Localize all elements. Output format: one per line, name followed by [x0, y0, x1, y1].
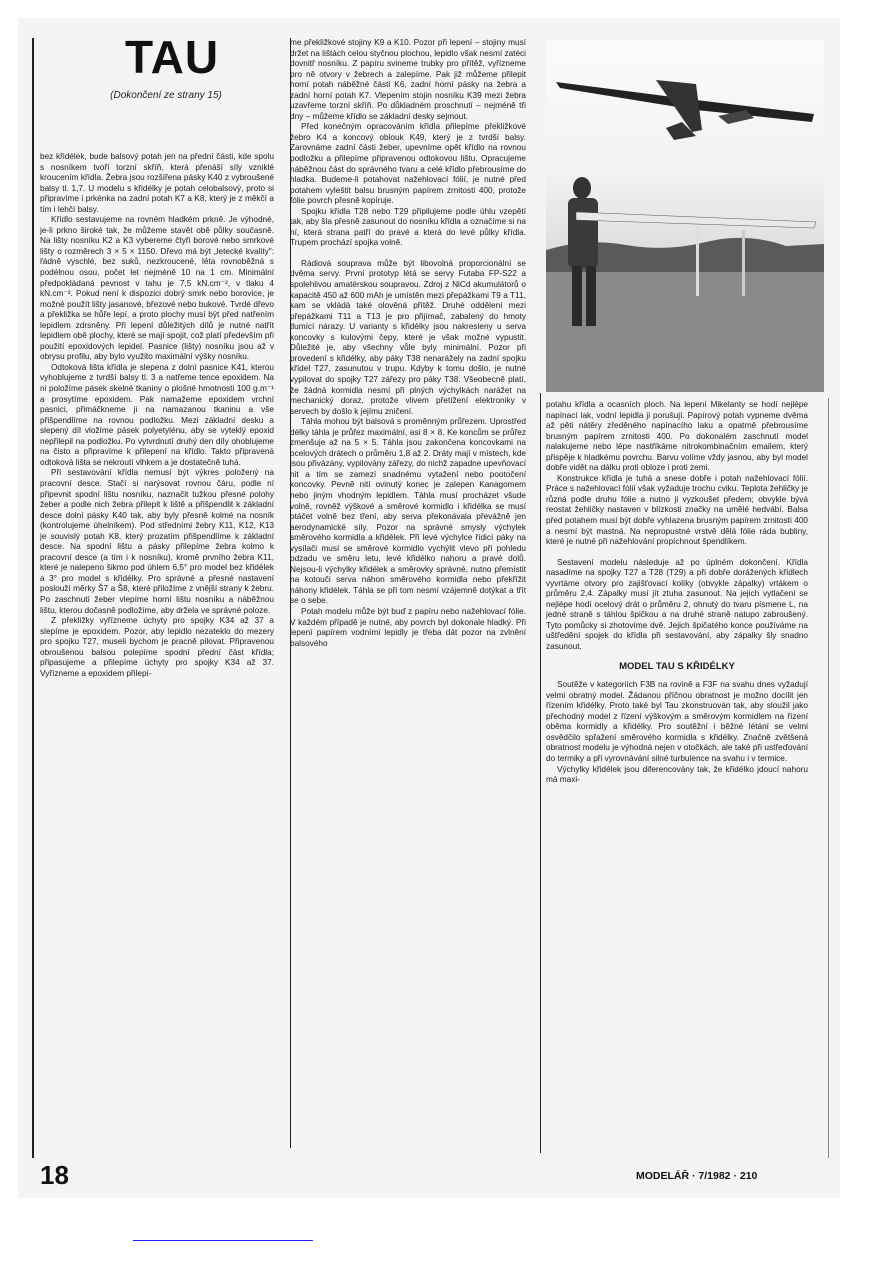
- paragraph: Při sestavování křídla nemusí být výkres položený na pracovní desce. Stačí si narýsovat rovnou čáru, podle ní připevnit spodní lištu nosníku, naznačit tužkou přesné polohy žeber a podle nich žebra přilepit k liště a přišpendlit k základní desce dolní pásky K40 tak, aby byly přesně kolmé na nosník (kontrolujeme úhelníkem). Pod středními žebry K11, K12, K13 je souvislý potah K8, který prozatím přišpendlíme k základní desce. Na spodní lištu a pásky přilepíme žebra kolmo k pracovní desce (a tím i k nosníku), kromě prvního žebra K11, které je nalepeno šikmo pod úhlem 6,5° pro model bez křidélek a 3° pro model s křidélky. Pro správné a přesné nastavení poslouží měrky Š7 a Š8, které přiložíme z vnější strany k žebru. Po zaschnutí žeber vlepíme horní lištu nosníku a náběžnou lištu, kterou dočasně podložíme, aby držela ve správné poloze.: [40, 468, 274, 615]
- paragraph: bez křidélek, bude balsový potah jen na přední části, kde spolu s nosníkem tvoří torzní skříň, která přenáší síly vzniklé kroucením křídla. Žebra jsou rozšířena pásky K40 z vybroušené balsy tl. 1,7. U modelu s křidélky je potah celobalsový, proto si připravíme i prkénka na zadní potah K7 a K8, který je z měkčí a tím i lehčí balsy.: [40, 152, 274, 214]
- paragraph: Sestavení modelu následuje až po úplném dokončení. Křídla nasadíme na spojky T27 a T28 (T29) a při dobře dorážených křídlech vyvrtáme otvory pro zajišťovací kolíky (obvykle zápalky) vrtákem o průměru 2,4. Zápalky musí jít ztuha zasunout. Na jejich vytlačení se nejlépe hodí ocelový drát o průměru 2, ohnutý do tvaru písmene L, na jedné straně s táhlou špičkou a na druhé straně natupo zabroušený. Tyto pomůcky si zhotovíme dvě. Jejich špičatého konce používáme na uštředění spojek do křídla při sestavování, aby zápalky šly snadno zasunout.: [546, 557, 808, 652]
- article-title: TAU: [124, 31, 220, 83]
- paragraph: Křídlo sestavujeme na rovném hladkém prkně. Je výhodné, je-li prkno široké tak, že můžeme stavět obě půlky současně. Na lišty nosníku K2 a K3 vybereme čtyři borové nebo smrkové lišty o rozměrech 3 × 5 × 1150. Dřevo má být „letecké kvality": řádně vyschlé, bez suků, nezkroucené, léta rovnoběžná s podélnou osou, počet let nejméně 10 na 1 cm. Minimální předpokládaná pevnost v tahu je 7,5 kN.cm⁻², v tlaku 4 kN.cm⁻². Pokud není k dispozici dobrý smrk nebo borovice, je možné použít lišty jasanové, březové nebo bukové. Tvrdé dřevo a překližka se hůře lepí, a proto plochy musí být před natřením lepidlem zdrsněny. Při lepení důležitých dílů je nutné natřít lepidlem obě plochy, které se mají spojit, což platí především při použití epoxidových lepidel. Pasnice (lišty) nosníku jsou až v obrysu profilu, aby bylo využito maximální výšky nosníku.: [40, 215, 274, 362]
- blue-link-underline: [133, 1240, 313, 1241]
- text-column-1: [40, 152, 274, 1130]
- paragraph: Odtoková lišta křídla je slepena z dolní pasnice K41, kterou vyhoblujeme z tvrdší balsy tl. 3 a natřeme tence epoxidem. Na ni položíme pásek skelné tkaniny o plošné hmotnosti 100 g.m⁻¹ a prosytíme epoxidem. Pak namažeme epoxidem vrchní pasnici, přimáčkneme ji na namazanou tkaninu a vše přišpendlíme na rovnou podložku. Mezi základní desku a slepený díl vložíme pásek polyetylénu, aby se vyteklý epoxid nepřilepil na podložku. Po vytvrdnutí druhý den díly ohoblujeme na čisto a připravíme k přilepení na křídlo. Takto připravená odtoková lišta se nekroutí vlhkem a je dostatečně tuhá.: [40, 362, 274, 467]
- text-column-3: [546, 400, 808, 1130]
- paragraph: me překližkové stojiny K9 a K10. Pozor při lepení – stojiny musí držet na lištách celou styčnou plochou, lepidlo však nesmí zatéci dovnitř nosníku. Z papíru svineme trubky pro přítěž, vyřízneme pro ně otvory v žebrech a zalepíme. Pak již můžeme přilepit horní potah náběžné části K6, zadní horní pásky na žebra a zadní horní potah K7. Vlepením stojin nosníku K39 mezi žebra uzavřeme torzní skříň. Po důkladném proschnutí – nejméně tři dny – můžeme křídlo se základní desky sejmout.: [290, 38, 526, 121]
- paragraph: Táhla mohou být balsová s proměnným průřezem. Uprostřed délky táhla je průřez maximální, asi 8 × 8. Ke koncům se průřez zmenšuje až na 5 × 5. Táhla jsou zakončena koncovkami na ocelových drátech o průměru 1,8 až 2. Dráty mají v místech, kde jsou přivázány, vypilovány zářezy, do nichž zapadne upevňovací nit a tím se zamezí snadnému vytažení nebo pootočení koncovky. Pevně nití ovinutý konec je zalepen Kanagomem nebo jiným vhodným lepidlem. Táhla musí procházet všude volně, rovněž výškové a směrové kormidlo i křidélka se musí otáčet volně bez tření, aby serva překonávala převážně jen aerodynamické síly. Pozor na správné smysly výchylek směrového kormidla a křidélek. Při levé výchylce řídicí páky na vysílači musí se směrové kormidlo vychýlit vlevo při pohledu odzadu ve směru letu, levé křidélko nahoru a pravé dolů. Nejsou-li výchylky křidélek a směrovky správné, nutno přemístit na kotouči serva náhon směrového kormidla nebo překřížit náhony křidélek. Táhla se při tom nesmí vzájemně dotýkat a třít se o sebe.: [290, 417, 526, 606]
- paragraph: Spojku křídla T28 nebo T29 připilujeme podle úhlu vzepětí tak, aby šla přesně zasunout do nosníku křídla a označíme si na ní, která strana patří do pravé a která do levé půlky křídla. Trupem prochází spojka volně.: [290, 206, 526, 248]
- paragraph: Rádiová souprava může být libovolná proporcionální se dvěma servy. První prototyp létá se servy Futaba FP-S22 a spolehlivou amatérskou soupravou. Zdroj z NiCd akumulátorů o kapacitě 450 až 600 mAh je umístěn mezi přepážkami T9 a T11, kam se vkládá také olověná přítěž. Druhé oddělení mezi přepážkami T11 a T13 je pro přijímač, zabalený do hmoty tlumící nárazy. U varianty s křidélky jsou nakresleny u serva koncovky s kulovými čepy, které je však možné vypustit. Důležité je, aby všechny vůle byly minimální. Pozor při provedení s křidélky, aby páky T38 nenarážely na zadní spojku křídel T27, zasunutou v trupu. Kdyby k tomu došlo, je nutné vypilovat do spojky T27 zářezy pro páky T38. Všeobecně platí, že žádná kormidla nesmí při plných výchylkách narážet na mechanický doraz, protože vlivem přetížení elektroniky v servech by došlo k jejímu zničení.: [290, 258, 526, 416]
- paragraph: potahu křídla a ocasních ploch. Na lepení Mikelanty se hodí nejlépe napínací lak, vodní lepidla ji porušují. Papírový potah vypneme dvěma až pěti nátěry zředěného napínacího laku a opatrně přebrousíme brusným papírem zrnitosti 400. Po dokonalém zaschnutí model nalakujeme nebo lépe nastříkáme nitrokombinačním emailem, který přispěje k hladkému povrchu. Barvu volíme vždy jasnou, aby byl model dobře vidět na dálku proti obloze i proti zemi.: [546, 400, 808, 473]
- paragraph: Soutěže v kategoriích F3B na rovině a F3F na svahu dnes vyžadují velmi obratný model. Žádanou příčnou obratnost je možno docílit jen řízením křidélky. Proto také byl Tau zkonstruován tak, aby sloužil jako přechodný model z řízení výškovým a směrovým kormidlem na řízení oběma kormidly a křidélky. Pro soutěžní i běžné létání se velmi osvědčilo spřažení směrového kormidla s křidélky. Značně zvětšená obratnost modelu je výhodná nejen v otočkách, ale také při ustřeďování do termiky a při vyrovnávání silné turbulence na svahu i v termice.: [546, 680, 808, 763]
- article-subtitle: (Dokončení ze strany 15): [110, 90, 222, 101]
- paragraph: Před konečným opracováním křídla přilepíme překližkové žebro K4 a koncový oblouk K49, který je z tvrdší balsy. Zarovnáme zadní části žeber, upevníme opět křídlo na rovnou podložku a přilepíme připravenou odtokovou lištu. Opracujeme náběžnou část do správného tvaru a celé křídlo přebrousíme do hladka. Budeme-li potahovat nažehlovací fólií, je nutné před potahem vyleštit balsu brusným papírem zrnitosti 400, protože fólie povrch přesně kopíruje.: [290, 122, 526, 206]
- column-divider-left: [32, 38, 34, 1158]
- paragraph: Potah modelu může být buď z papíru nebo nažehlovací fólie. V každém případě je nutné, aby povrch byl dokonale hladký. Při lepení papírem vodními lepidly je třeba dát pozor na zvlnění balsového: [290, 606, 526, 648]
- publication-footer: MODELÁŘ · 7/1982 · 210: [636, 1170, 758, 1182]
- glider-photo-illustration: [546, 40, 824, 392]
- paragraph: Výchylky křidélek jsou diferencovány tak, že křidélko jdoucí nahoru má maxi-: [546, 764, 808, 785]
- page-number: 18: [40, 1160, 69, 1190]
- paragraph: Konstrukce křídla je tuhá a snese dobře i potah nažehlovací fólií. Práce s nažehlovací fólií však vyžaduje trochu cviku. Teplota žehličky je různá podle druhu fólie a nutno ji vyzkoušet předem; obvykle bývá reostat žehličky nastaven v blízkosti značky na umělé hedvábí. Balsa před potahem musí být dobře vyhlazena brusným papírem zrnitosti 400 a nesmí být mastná. Na nepropustné vrstvě dělá fólie ráda bubliny, které je nutné při nažehlování propíchnout špendlíkem.: [546, 473, 808, 547]
- text-column-2: [290, 38, 526, 1130]
- column-divider-right: [828, 398, 829, 1158]
- section-heading: MODEL TAU S KŘIDÉLKY: [619, 660, 735, 672]
- column-divider-2: [540, 393, 541, 1153]
- glider-photo: [546, 40, 824, 392]
- paragraph: Z překližky vyřízneme úchyty pro spojky K34 až 37 a slepíme je epoxidem. Pozor, aby lepidlo nezateklo do mezery pro spojku T27, museli bychom je pracně pilovat. Připravenou obroušenou balsou polepíme spodní přední část křídla; připasujeme a přilepíme úchyty pro spojky K34 až 37. Vyřízneme a epoxidem přilepí-: [40, 616, 274, 678]
